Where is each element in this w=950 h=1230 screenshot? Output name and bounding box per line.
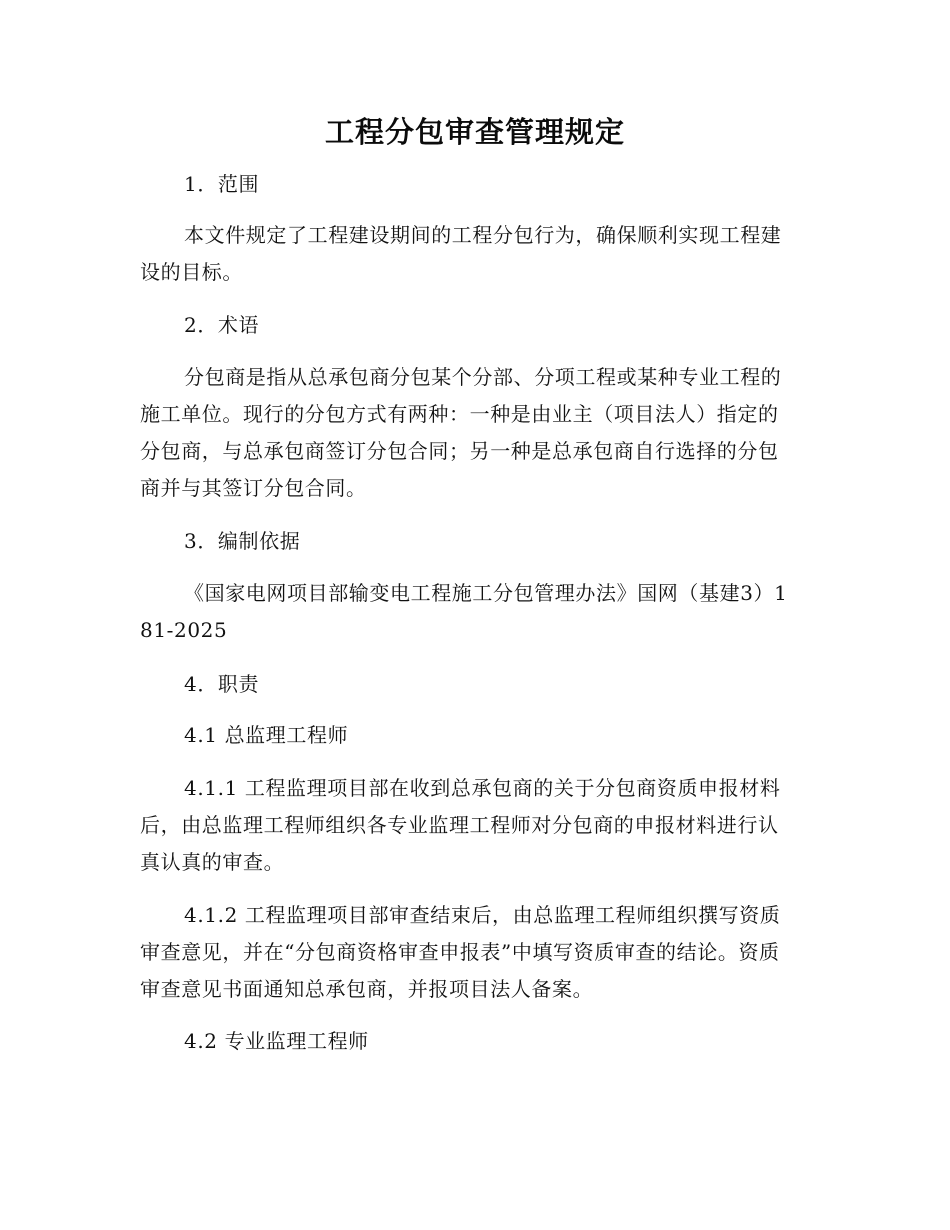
- document-title: 工程分包审查管理规定: [324, 115, 625, 149]
- clause-4-1-1: 4.1.1 工程监理项目部在收到总承包商的关于分包商资质申报材料后，由总监理工程师组织各专业监理工程师对分包商的申报材料进行认真认真的审查。: [140, 776, 781, 874]
- section-body-scope: 本文件规定了工程建设期间的工程分包行为，确保顺利实现工程建设的目标。: [140, 223, 782, 284]
- subsection-heading-chief-supervisor: 4.1 总监理工程师: [184, 723, 349, 747]
- section-body-terms: 分包商是指从总承包商分包某个分部、分项工程或某种专业工程的施工单位。现行的分包方式有两种：一种是由业主（项目法人）指定的分包商，与总承包商签订分包合同；另一种是总承包商自行选择的分包商并与其签订分包合同。: [140, 365, 782, 500]
- subsection-heading-specialist-supervisor: 4.2 专业监理工程师: [184, 1029, 369, 1053]
- section-heading-terms: 2．术语: [184, 313, 260, 337]
- section-heading-responsibilities: 4．职责: [184, 672, 260, 696]
- section-body-basis: 《国家电网项目部输变电工程施工分包管理办法》国网（基建3）181-2025: [140, 581, 788, 642]
- section-heading-basis: 3．编制依据: [184, 529, 301, 553]
- clause-4-1-2: 4.1.2 工程监理项目部审查结束后，由总监理工程师组织撰写资质审查意见，并在“分包商资格审查申报表”中填写资质审查的结论。资质审查意见书面通知总承包商，并报项目法人备案。: [140, 903, 781, 1001]
- section-heading-scope: 1．范围: [184, 172, 260, 196]
